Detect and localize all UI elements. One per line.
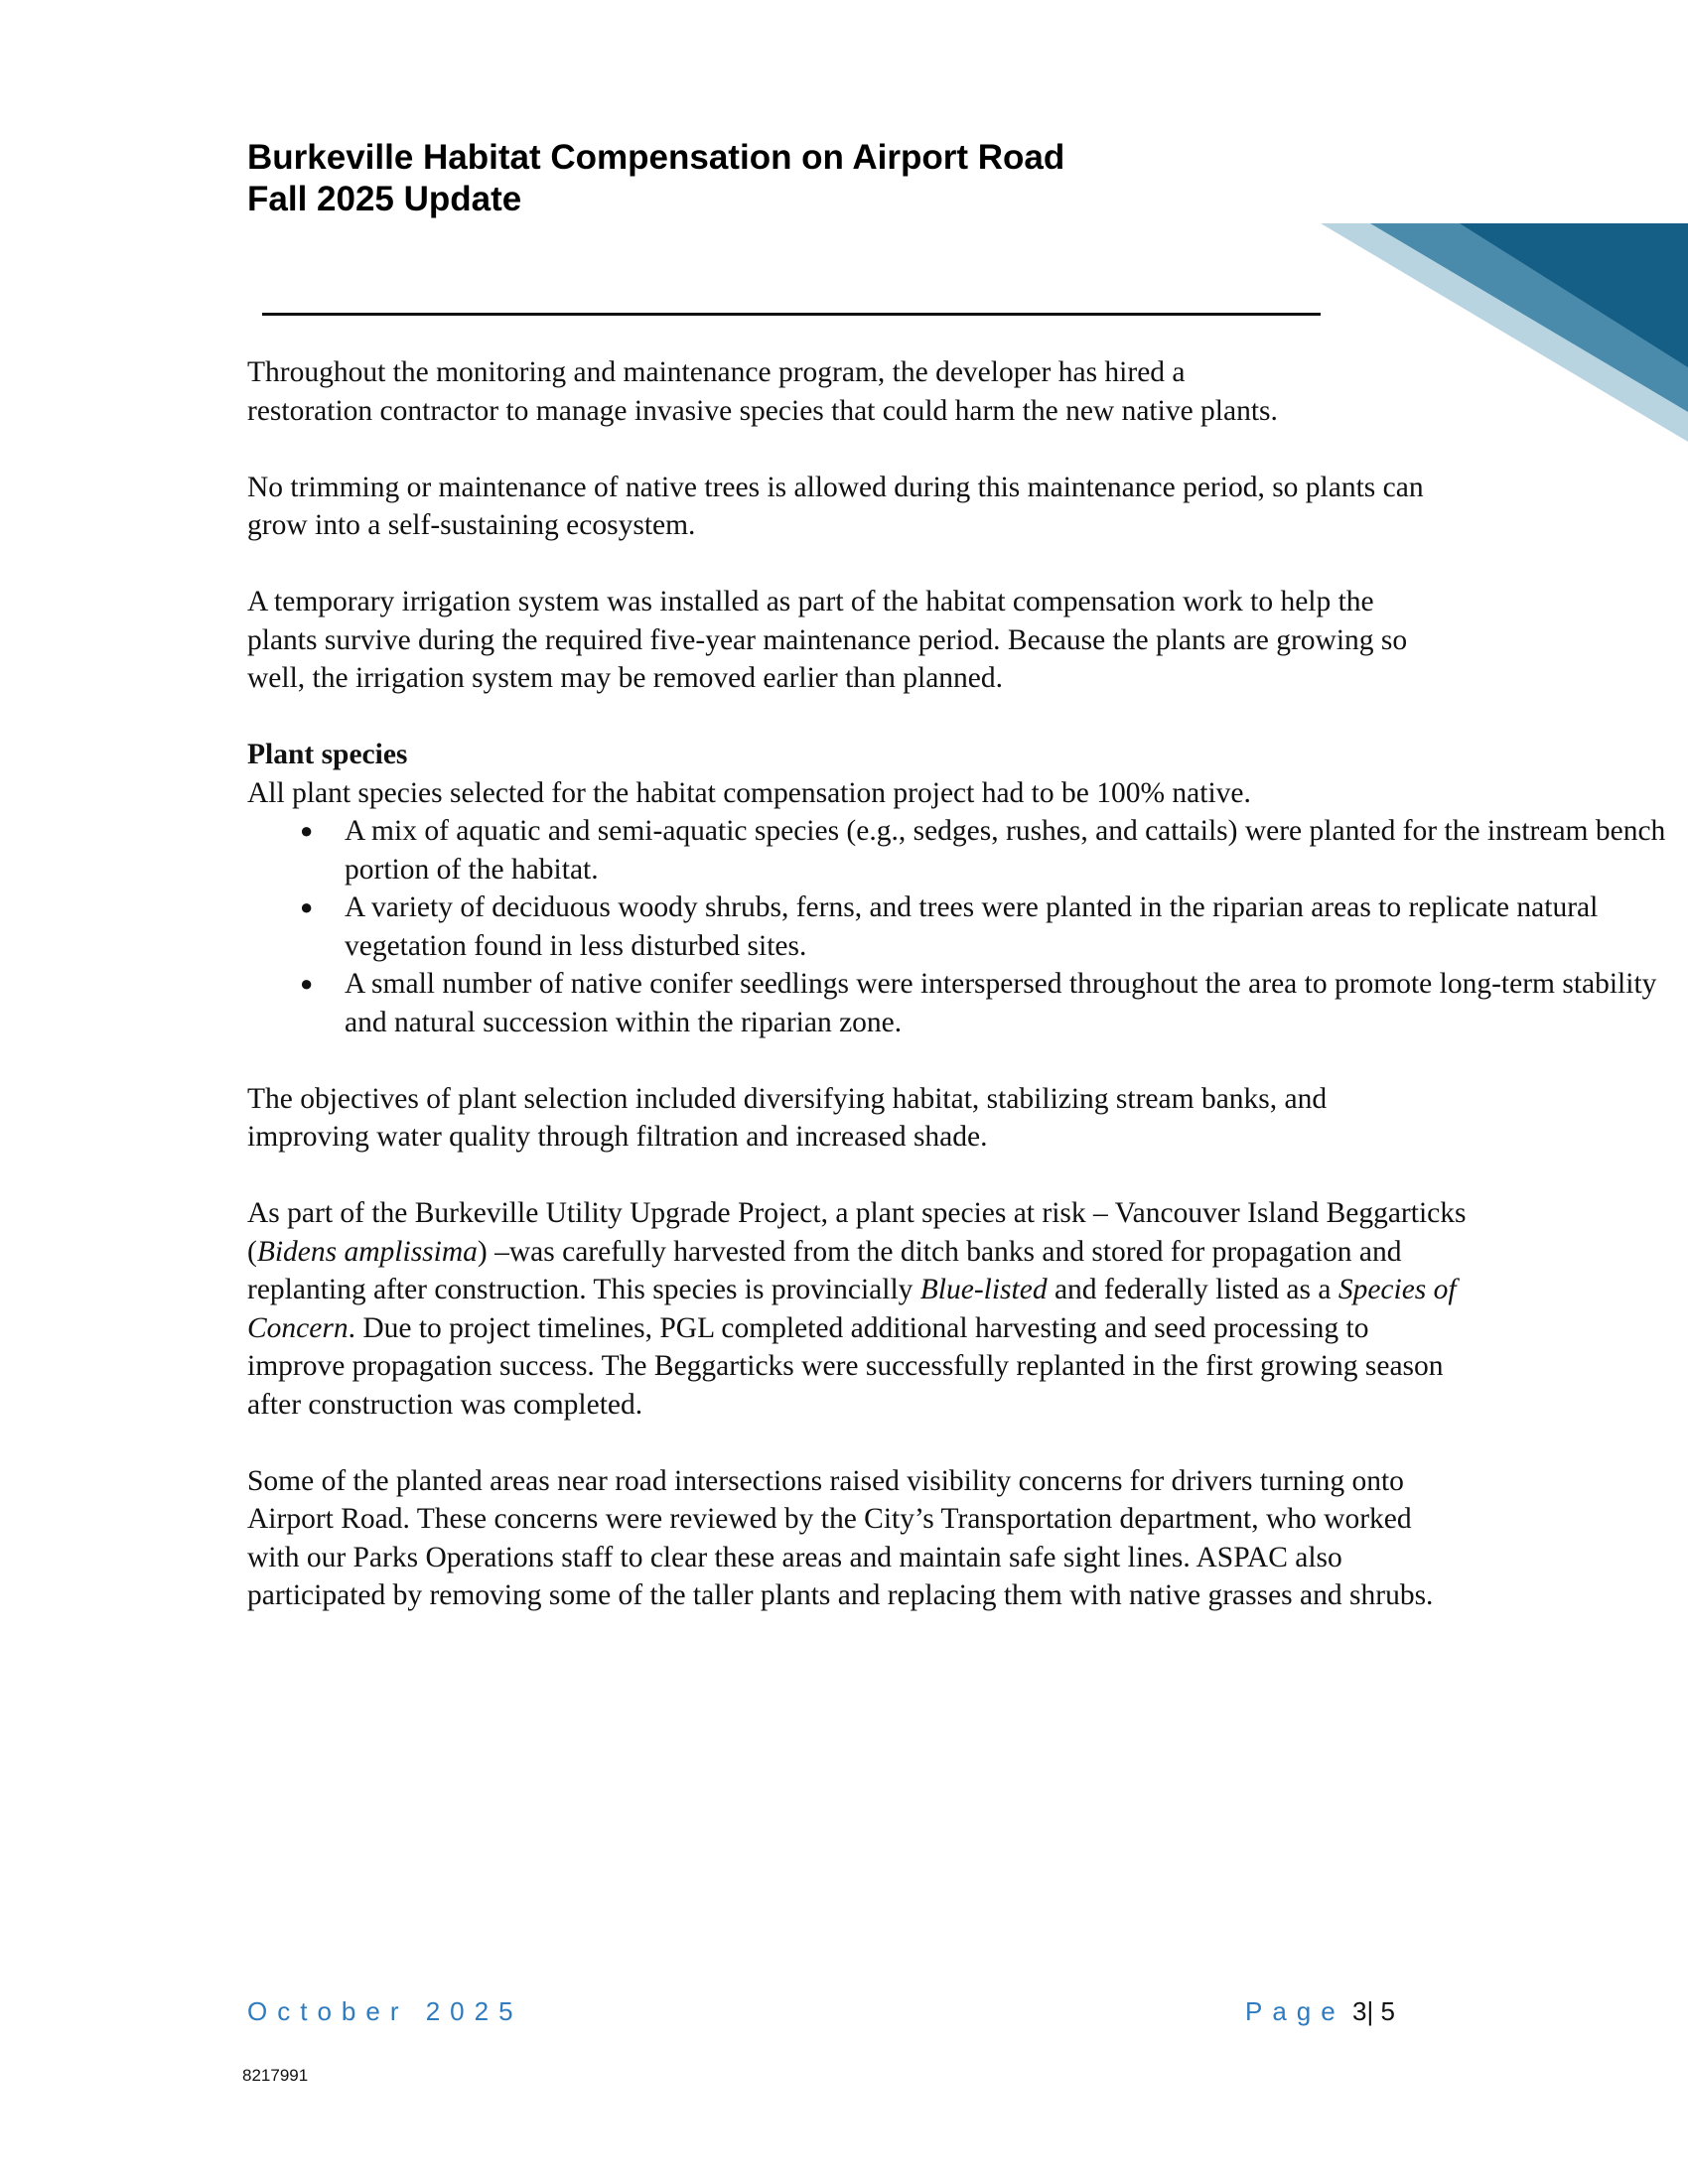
- plant-species-intro: All plant species selected for the habitat compensation project had to be 100% native.: [247, 776, 1251, 809]
- paragraph-no-trimming: No trimming or maintenance of native trees is allowed during this maintenance period, so plants can grow into a self-sustaining ecosystem.: [247, 471, 1424, 541]
- page-separator: |: [1366, 1996, 1374, 2026]
- list-item-text: A variety of deciduous woody shrubs, ferns, and trees were planted in the riparian areas to replicate natural vegetation found in less disturbed sites.: [345, 891, 1599, 962]
- beggarticks-text-1: As part of the Burkeville Utility Upgrade Project, a plant species at risk – Vancouver Island Beggarticks (: [247, 1197, 1467, 1268]
- title-line-2: Fall 2025 Update: [247, 180, 522, 218]
- beggarticks-text-3: and federally listed as a: [1047, 1274, 1338, 1305]
- paragraph-objectives: The objectives of plant selection included diversifying habitat, stabilizing stream banks, and improving water quality through filtration and increased shade.: [247, 1082, 1328, 1153]
- list-item-text: A small number of native conifer seedlings were interspersed throughout the area to promote long-term stability and natural succession within the riparian zone.: [345, 968, 1657, 1038]
- page-total: 5: [1380, 1996, 1395, 2026]
- beggarticks-species-name: Bidens amplissima: [256, 1235, 478, 1268]
- header-divider: [262, 313, 1321, 316]
- title-line-1: Burkeville Habitat Compensation on Airport Road: [247, 138, 1065, 177]
- list-item-text: A mix of aquatic and semi-aquatic species (e.g., sedges, rushes, and cattails) were planted for the instream bench portion of the habitat.: [345, 815, 1666, 886]
- page-label: Page: [1245, 1996, 1345, 2026]
- beggarticks-blue-listed: Blue-listed: [919, 1274, 1048, 1305]
- document-id: 8217991: [242, 2066, 309, 2085]
- plant-species-heading: Plant species: [247, 739, 408, 770]
- footer-date: October 2025: [247, 1996, 523, 2026]
- bullet-icon: ●: [300, 971, 314, 996]
- paragraph-invasive-species: Throughout the monitoring and maintenance program, the developer has hired a restoration contractor to manage invasive species that could harm the new native plants.: [247, 356, 1278, 427]
- paragraph-beggarticks: [247, 1194, 1474, 1424]
- plant-species-list: [247, 812, 1666, 1041]
- beggarticks-species-of-concern: Species of Concern: [247, 1274, 1457, 1344]
- beggarticks-text-4: . Due to project timelines, PGL completed additional harvesting and seed processing to improve propagation success. The Beggarticks were successfully replanted in the first growing season after construction was completed.: [247, 1311, 1444, 1421]
- bullet-icon: ●: [300, 818, 314, 843]
- document-title: [247, 137, 1240, 220]
- paragraph-irrigation: A temporary irrigation system was installed as part of the habitat compensation work to help the plants survive during the required five-year maintenance period. Because the plants are growing so well, the irrigation system may be removed earlier than planned.: [247, 586, 1408, 694]
- list-item: [247, 965, 1685, 1041]
- document-body: [247, 353, 1666, 1653]
- paragraph-visibility: Some of the planted areas near road intersections raised visibility concerns for drivers turning onto Airport Road. These concerns were reviewed by the City’s Transportation department, who worked with our Parks Operations staff to clear these areas and maintain safe sight lines. ASPAC also participated by removing some of the taller plants and replacing them with native grasses and shrubs.: [247, 1464, 1434, 1611]
- footer-page-number: [1245, 1996, 1395, 2027]
- list-item: [247, 812, 1685, 888]
- bullet-icon: ●: [300, 894, 314, 919]
- beggarticks-text-2: ) –was carefully harvested from the ditch banks and stored for propagation and replanting after construction. This species is provincially: [247, 1235, 1402, 1305]
- list-item: [247, 888, 1685, 965]
- page-current: 3: [1351, 1996, 1367, 2026]
